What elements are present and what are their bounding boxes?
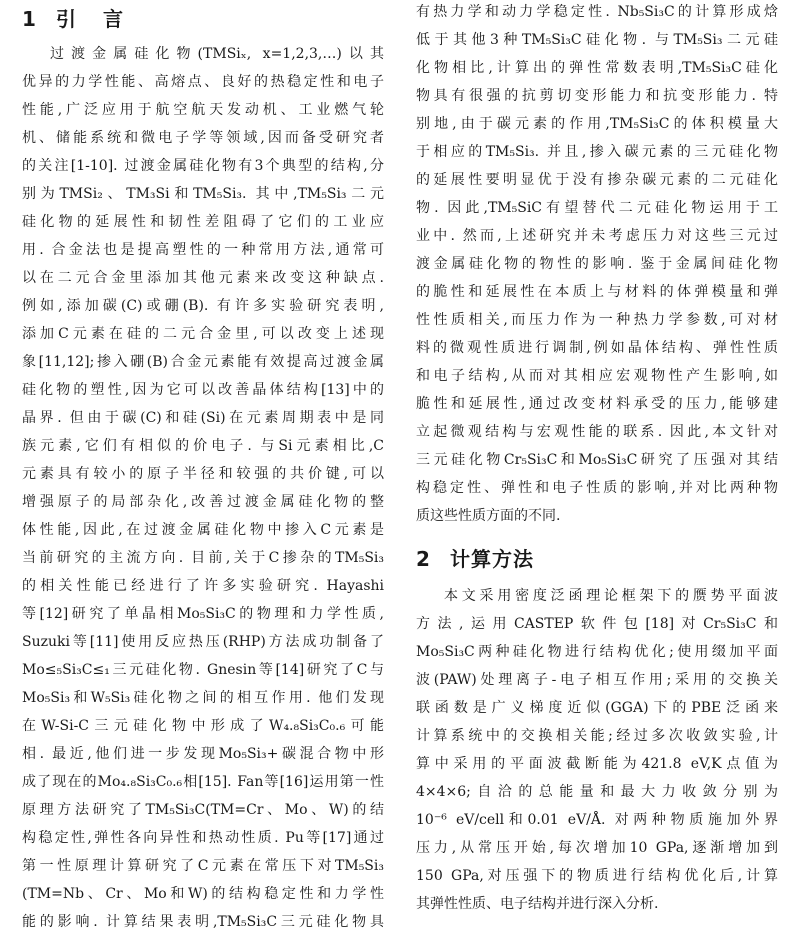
text-line: 体性能,因此,在过渡金属硅化物中掺入C元素是	[22, 522, 384, 538]
text-line: 料的微观性质进行调制,例如晶体结构、弹性性质	[416, 340, 778, 356]
text-line: 构稳定性,弹性各向异性和热动性质. Pu等[17]通过	[22, 830, 384, 846]
text-line: 立起微观结构与宏观性能的联系. 因此,本文针对	[416, 424, 778, 440]
text-line: 等[12]研究了单晶相Mo₅Si₃C的物理和力学性质,	[22, 606, 384, 622]
section-title: 计算方法	[450, 547, 534, 571]
introduction-body	[22, 40, 384, 936]
text-line: 脆性和延展性,通过改变材料承受的压力,能够建	[416, 396, 778, 412]
text-line: 以在二元合金里添加其他元素来改变这种缺点.	[22, 270, 384, 286]
text-line: 于相应的TM₅Si₃. 并且,掺入碳元素的三元硅化物	[416, 144, 778, 160]
text-line: 过渡金属硅化物(TMSiₓ, x=1,2,3,…)以其	[50, 46, 384, 62]
text-line: 波(PAW)处理离子-电子相互作用;采用的交换关	[416, 672, 778, 688]
text-line: 的延展性要明显优于没有掺杂碳元素的二元硅化	[416, 172, 778, 188]
text-line: Suzuki等[11]使用反应热压(RHP)方法成功制备了	[22, 634, 384, 650]
text-line: 和电子结构,从而对其相应宏观物性产生影响,如	[416, 368, 778, 384]
text-line: 成了现在的Mo₄.₈Si₃C₀.₆相[15]. Fan等[16]运用第一性	[22, 774, 384, 790]
methods-body	[416, 582, 778, 918]
text-line: 添加C元素在硅的二元合金里,可以改变上述现	[22, 326, 384, 342]
text-line: 第一性原理计算研究了C元素在常压下对TM₅Si₃	[22, 858, 384, 874]
text-line: 例如,添加碳(C)或硼(B). 有许多实验研究表明,	[22, 298, 384, 314]
text-line: 性性质相关,而压力作为一种热力学参数,可对材	[416, 312, 778, 328]
text-line: 增强原子的局部杂化,改善过渡金属硅化物的整	[22, 494, 384, 510]
text-line: 优异的力学性能、高熔点、良好的热稳定性和电子	[22, 74, 384, 90]
text-line: 硅化物的塑性,因为它可以改善晶体结构[13]中的	[22, 382, 384, 398]
text-line: 别为TMSi₂、TM₃Si和TM₅Si₃. 其中,TM₅Si₃二元	[22, 186, 384, 202]
text-line: 机、储能系统和微电子学等领域,因而备受研究者	[22, 130, 384, 146]
text-line: 别地,由于碳元素的作用,TM₅Si₃C的体积模量大	[416, 116, 778, 132]
text-line: 渡金属硅化物的物性的影响. 鉴于金属间硅化物	[416, 256, 778, 272]
text-line: Mo≤₅Si₃C≤₁三元硅化物. Gnesin等[14]研究了C与	[22, 662, 384, 678]
text-line: 的关注[1-10]. 过渡金属硅化物有3个典型的结构,分	[22, 158, 384, 174]
text-line: 其弹性性质、电子结构并进行深入分析.	[416, 896, 659, 912]
text-line: 的相关性能已经进行了许多实验研究. Hayashi	[22, 578, 384, 594]
text-line: 物具有很强的抗剪切变形能力和抗变形能力. 特	[416, 88, 778, 104]
text-line: 在W-Si-C三元硅化物中形成了W₄.₈Si₃C₀.₆可能	[22, 718, 384, 734]
text-line: 元素具有较小的原子半径和较强的共价键,可以	[22, 466, 384, 482]
text-line: 象[11,12];掺入硼(B)合金元素能有效提高过渡金属	[22, 354, 384, 370]
text-line: 联函数是广义梯度近似(GGA)下的PBE泛函来	[416, 700, 778, 716]
text-line: 当前研究的主流方向. 目前,关于C掺杂的TM₅Si₃	[22, 550, 384, 566]
section-title: 引 言	[56, 7, 133, 31]
text-line: 质这些性质方面的不同.	[416, 508, 561, 524]
text-line: 用. 合金法也是提高塑性的一种常用方法,通常可	[22, 242, 384, 258]
section-number: 1	[22, 7, 36, 31]
text-line: 低于其他3种TM₅Si₃C硅化物. 与TM₅Si₃二元硅	[416, 32, 778, 48]
text-line: 150 GPa,对压强下的物质进行结构优化后,计算	[416, 868, 778, 884]
text-line: 物. 因此,TM₅SiC有望替代二元硅化物运用于工	[416, 200, 778, 216]
section-heading-methods	[416, 544, 778, 574]
text-line: 构稳定性、弹性和电子性质的影响,并对比两种物	[416, 480, 778, 496]
text-line: 相. 最近,他们进一步发现Mo₅Si₃+碳混合物中形	[22, 746, 384, 762]
text-line: 三元硅化物Cr₅Si₃C和Mo₅Si₃C研究了压强对其结	[416, 452, 778, 468]
text-line: 能的影响. 计算结果表明,TM₅Si₃C三元硅化物具	[22, 914, 384, 930]
text-line: 晶界. 但由于碳(C)和硅(Si)在元素周期表中是同	[22, 410, 384, 426]
text-line: 的脆性和延展性在本质上与材料的体弹模量和弹	[416, 284, 778, 300]
section-number: 2	[416, 547, 430, 571]
text-line: 压力,从常压开始,每次增加10 GPa,逐渐增加到	[416, 840, 778, 856]
text-line: 业中. 然而,上述研究并未考虑压力对这些三元过	[416, 228, 778, 244]
text-line: 4×4×6;自洽的总能量和最大力收敛分别为	[416, 784, 778, 800]
right-column	[416, 0, 778, 918]
text-line: 有热力学和动力学稳定性. Nb₅Si₃C的计算形成焓	[416, 4, 778, 20]
text-line: 族元素,它们有相似的价电子. 与Si元素相比,C	[22, 438, 384, 454]
section-heading-introduction	[22, 4, 384, 34]
left-column	[22, 0, 384, 936]
text-line: 10⁻⁶ eV/cell和0.01 eV/Å. 对两种物质施加外界	[416, 812, 778, 828]
introduction-body-continued	[416, 0, 778, 530]
text-line: (TM=Nb、Cr、Mo和W)的结构稳定性和力学性	[22, 886, 384, 902]
text-line: 原理方法研究了TM₅Si₃C(TM=Cr、Mo、W)的结	[22, 802, 384, 818]
text-line: 本文采用密度泛函理论框架下的赝势平面波	[444, 588, 778, 604]
text-line: 方法,运用CASTEP软件包[18]对Cr₅Si₃C和	[416, 616, 778, 632]
text-line: 计算系统中的交换相关能;经过多次收敛实验,计	[416, 728, 778, 744]
text-line: 性能,广泛应用于航空航天发动机、工业燃气轮	[22, 102, 384, 118]
text-line: 算中采用的平面波截断能为421.8 eV,K点值为	[416, 756, 778, 772]
text-line: 硅化物的延展性和韧性差阻碍了它们的工业应	[22, 214, 384, 230]
text-line: Mo₅Si₃C两种硅化物进行结构优化;使用缀加平面	[416, 644, 778, 660]
text-line: Mo₅Si₃和W₅Si₃硅化物之间的相互作用. 他们发现	[22, 690, 384, 706]
text-line: 化物相比,计算出的弹性常数表明,TM₅Si₃C硅化	[416, 60, 778, 76]
